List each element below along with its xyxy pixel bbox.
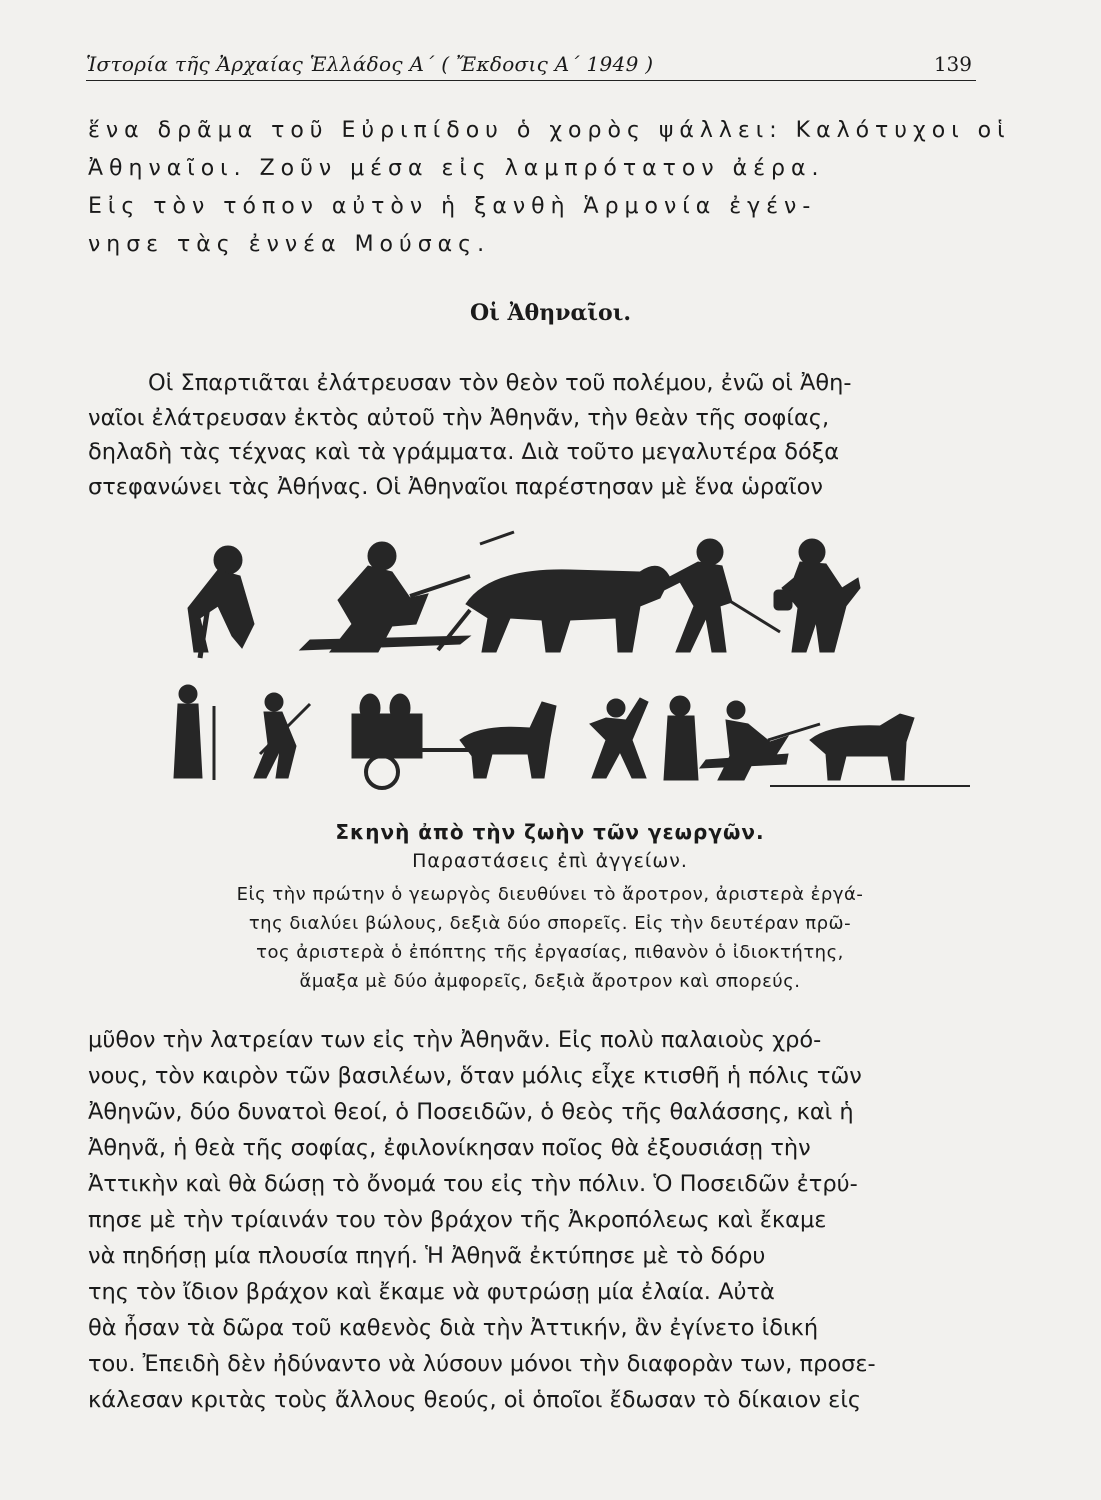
running-header: [86, 48, 976, 81]
figure-subtitle: Παραστάσεις ἐπὶ ἀγγείων.: [412, 850, 688, 872]
intro-paragraph: [88, 112, 1011, 264]
text-line: νησε τὰς ἐννέα Μούσας.: [88, 232, 491, 257]
text-line: μῦθον τὴν λατρείαν των εἰς τὴν Ἀθηνᾶν. Εἰς πολὺ παλαιοὺς χρό-: [88, 1027, 822, 1053]
text-line: της τὸν ἴδιον βράχον καὶ ἔκαμε νὰ φυτρώσῃ μία ἐλαία. Αὐτὰ: [88, 1279, 775, 1305]
figure-description: [120, 880, 980, 996]
text-line: Ἀθηνᾶ, ἡ θεὰ τῆς σοφίας, ἐφιλονίκησαν ποῖος θὰ ἐξουσιάσῃ τὴν: [88, 1135, 811, 1161]
figure-title: Σκηνὴ ἀπὸ τὴν ζωὴν τῶν γεωργῶν.: [335, 820, 765, 844]
text-line: θὰ ἦσαν τὰ δῶρα τοῦ καθενὸς διὰ τὴν Ἀττικήν, ἂν ἐγίνετο ἰδική: [88, 1315, 819, 1341]
paragraph-2: [88, 1022, 976, 1418]
lower-frieze: [174, 685, 970, 788]
text-line: νους, τὸν καιρὸν τῶν βασιλέων, ὅταν μόλις εἶχε κτισθῆ ἡ πόλις τῶν: [88, 1063, 862, 1089]
text-line: Ἀθηνῶν, δύο δυνατοὶ θεοί, ὁ Ποσειδῶν, ὁ θεὸς τῆς θαλάσσης, καὶ ἡ: [88, 1099, 854, 1125]
text-line: Οἱ Σπαρτιᾶται ἐλάτρευσαν τὸν θεὸν τοῦ πολέμου, ἐνῶ οἱ Ἀθη-: [148, 370, 852, 396]
caption-line: ἅμαξα μὲ δύο ἀμφορεῖς, δεξιὰ ἄροτρον καὶ σπορεύς.: [299, 971, 801, 992]
text-line: πησε μὲ τὴν τρίαινάν του τὸν βράχον τῆς Ἀκροπόλεως καὶ ἔκαμε: [88, 1207, 827, 1233]
upper-frieze: [188, 532, 860, 658]
text-line: του. Ἐπειδὴ δὲν ἠδύναντο νὰ λύσουν μόνοι τὴν διαφορὰν των, προσε-: [88, 1351, 876, 1377]
running-title: Ἱστορία τῆς Ἀρχαίας Ἑλλάδος Α΄ ( Ἔκδοσις Α΄ 1949 ): [86, 52, 654, 76]
text-line: κάλεσαν κριτὰς τοὺς ἄλλους θεούς, οἱ ὁποῖοι ἔδωσαν τὸ δίκαιον εἰς: [88, 1387, 862, 1413]
vase-painting-illustration: [170, 528, 990, 806]
paragraph-1: [88, 366, 976, 504]
section-heading: Οἱ Ἀθηναῖοι.: [469, 300, 632, 326]
text-line: Ἀττικὴν καὶ θὰ δώσῃ τὸ ὄνομά του εἰς τὴν πόλιν. Ὁ Ποσειδῶν ἐτρύ-: [88, 1171, 858, 1197]
text-line: νὰ πηδήσῃ μία πλουσία πηγή. Ἡ Ἀθηνᾶ ἐκτύπησε μὲ τὸ δόρυ: [88, 1243, 766, 1269]
text-line: ναῖοι ἐλάτρευσαν ἐκτὸς αὐτοῦ τὴν Ἀθηνᾶν, τὴν θεὰν τῆς σοφίας,: [88, 404, 830, 431]
caption-line: της διαλύει βώλους, δεξιὰ δύο σπορεῖς. Εἰς τὴν δευτέραν πρῶ-: [248, 913, 852, 934]
text-line: Ἀθηναῖοι. Ζοῦν μέσα εἰς λαμπρότατον ἀέρα.: [88, 156, 825, 181]
text-line: ἕνα δρᾶμα τοῦ Εὐριπίδου ὁ χορὸς ψάλλει: Καλότυχοι οἱ: [88, 118, 1011, 143]
text-line: δηλαδὴ τὰς τέχνας καὶ τὰ γράμματα. Διὰ τοῦτο μεγαλυτέρα δόξα: [88, 439, 840, 465]
text-line: Εἰς τὸν τόπον αὐτὸν ἡ ξανθὴ Ἁρμονία ἐγέν-: [88, 194, 817, 219]
caption-line: τος ἀριστερὰ ὁ ἐπόπτης τῆς ἐργασίας, πιθανὸν ὁ ἰδιοκτήτης,: [256, 942, 844, 963]
page-number: 139: [933, 52, 972, 76]
text-line: στεφανώνει τὰς Ἀθήνας. Οἱ Ἀθηναῖοι παρέστησαν μὲ ἕνα ὡραῖον: [88, 473, 823, 500]
caption-line: Εἰς τὴν πρώτην ὁ γεωργὸς διευθύνει τὸ ἄροτρον, ἀριστερὰ ἐργά-: [236, 884, 864, 905]
